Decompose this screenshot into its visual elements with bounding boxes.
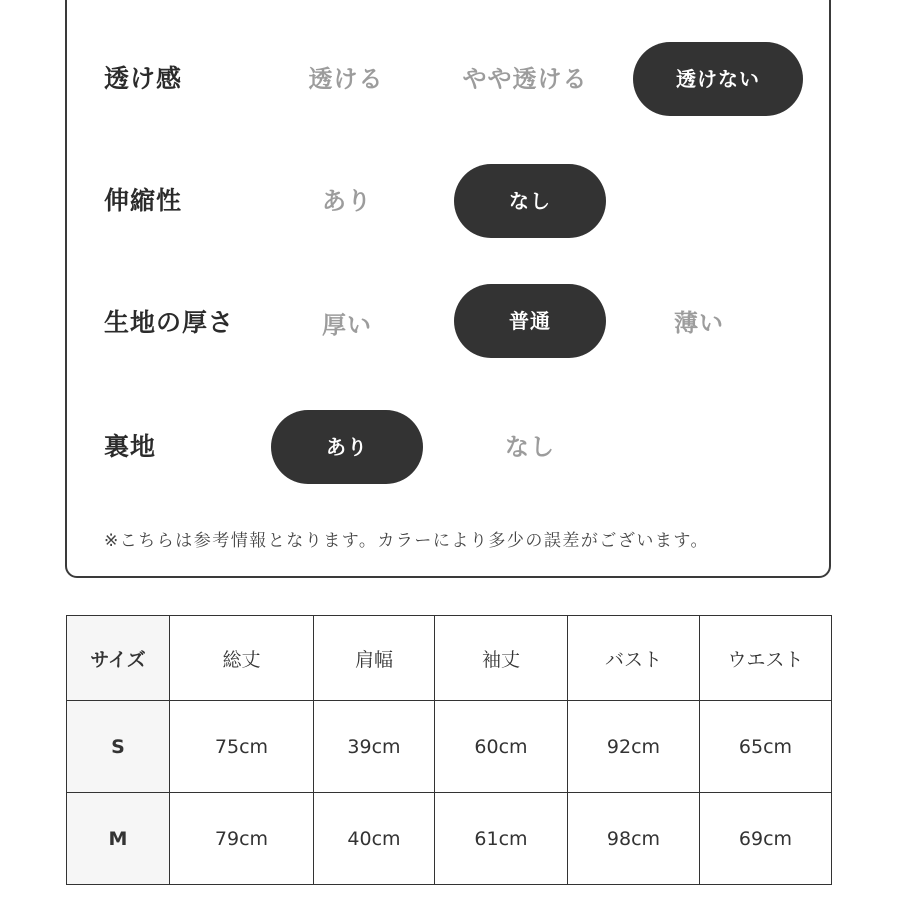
shoulder-width-cell: 40cm (314, 793, 435, 885)
total-length-cell: 79cm (170, 793, 314, 885)
option-slightly-transparent: やや透ける (462, 65, 588, 93)
row-label-transparency: 透け感 (104, 64, 183, 93)
row-label-lining: 裏地 (104, 432, 157, 461)
header-shoulder-width: 肩幅 (314, 616, 435, 701)
table-row (67, 701, 832, 793)
waist-cell: 65cm (700, 701, 832, 793)
option-lining-no: なし (505, 433, 555, 461)
header-total-length: 総丈 (170, 616, 314, 701)
bust-cell: 98cm (568, 793, 700, 885)
option-stretch-no-selected: なし (454, 164, 606, 238)
option-stretch-yes: あり (322, 187, 372, 215)
total-length-cell: 75cm (170, 701, 314, 793)
bust-cell: 92cm (568, 701, 700, 793)
option-lining-yes-selected: あり (271, 410, 423, 484)
header-size: サイズ (67, 616, 170, 701)
row-label-fabric-thickness: 生地の厚さ (104, 308, 235, 337)
size-label: M (67, 793, 170, 885)
size-table-header-row (67, 616, 832, 701)
waist-cell: 69cm (700, 793, 832, 885)
sleeve-length-cell: 61cm (435, 793, 568, 885)
option-thin: 薄い (674, 309, 724, 337)
option-transparent: 透ける (308, 65, 384, 93)
option-normal-selected: 普通 (454, 284, 606, 358)
header-bust: バスト (568, 616, 700, 701)
disclaimer-note: ※こちらは参考情報となります。カラーにより多少の誤差がございます。 (104, 531, 710, 551)
row-label-stretch: 伸縮性 (104, 186, 183, 215)
option-thick: 厚い (322, 311, 372, 339)
size-table (66, 615, 832, 885)
option-not-transparent-selected: 透けない (633, 42, 803, 116)
table-row (67, 793, 832, 885)
header-sleeve-length: 袖丈 (435, 616, 568, 701)
sleeve-length-cell: 60cm (435, 701, 568, 793)
size-label: S (67, 701, 170, 793)
header-waist: ウエスト (700, 616, 832, 701)
shoulder-width-cell: 39cm (314, 701, 435, 793)
